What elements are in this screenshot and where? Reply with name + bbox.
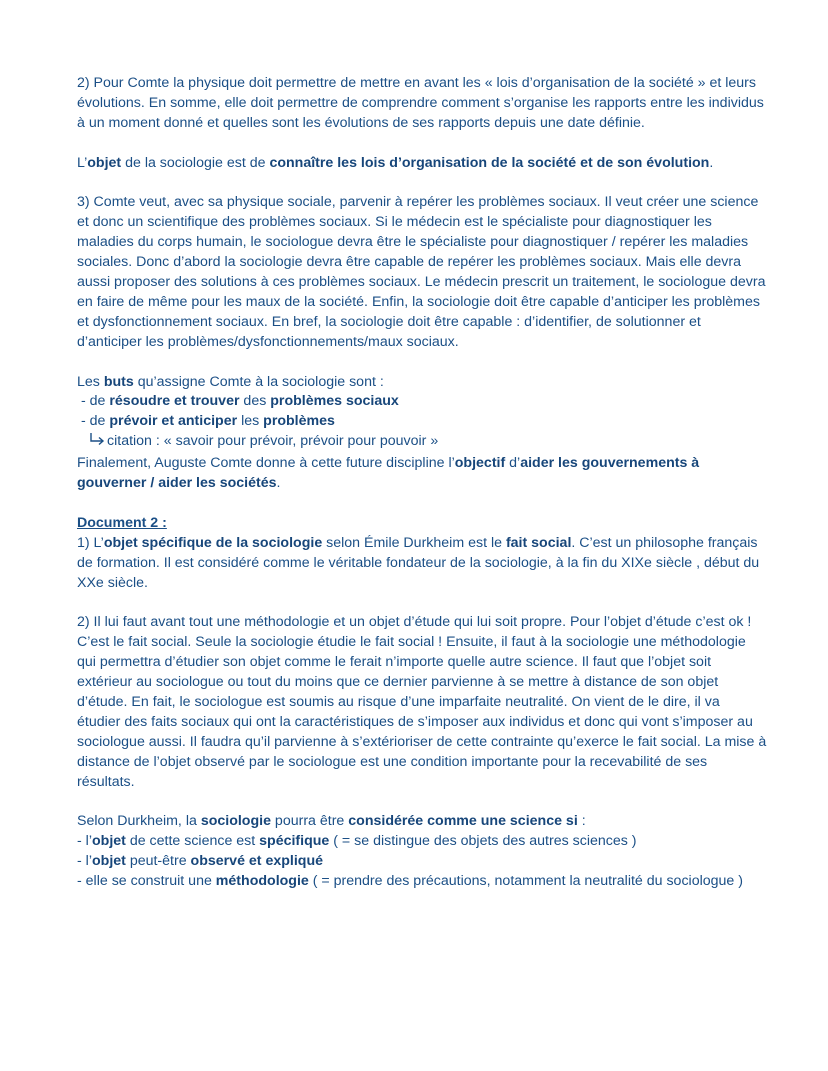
text-run: - de xyxy=(81,393,110,410)
text-run: qu’assigne Comte à la sociologie sont : xyxy=(133,373,384,390)
text-run: Finalement, Auguste Comte donne à cette future discipline l’ xyxy=(77,455,455,472)
arrow-return-icon xyxy=(89,432,107,454)
list-item-methodologie xyxy=(77,872,767,892)
list-item-objet-observe xyxy=(77,852,767,872)
document-2-heading: Document 2 : xyxy=(77,514,167,531)
bold-problemes-sociaux: problèmes sociaux xyxy=(270,393,399,410)
bold-fait-social: fait social xyxy=(505,534,572,551)
document-page xyxy=(77,74,767,912)
text-run: d’ xyxy=(505,455,521,472)
text-run: ( = prendre des précautions, notamment la neutralité du sociologue ) xyxy=(308,873,743,890)
section-document-2 xyxy=(77,514,767,594)
conditions-intro xyxy=(77,812,767,832)
text-run: - l’ xyxy=(77,853,92,870)
paragraph-objet-sociologie xyxy=(77,154,767,174)
objectif-comte xyxy=(77,454,767,494)
paragraph-conditions-science xyxy=(77,812,767,892)
text-run: L’ xyxy=(77,154,88,171)
text-run: selon Émile Durkheim est le xyxy=(322,534,506,551)
bold-lois-organisation: connaître les lois d’organisation de la société et de son évolution xyxy=(269,154,710,171)
bold-objet: objet xyxy=(91,853,126,870)
bold-objet-specifique: objet spécifique de la sociologie xyxy=(103,534,323,551)
text-run: 1) L’ xyxy=(77,534,104,551)
buts-intro xyxy=(77,373,767,393)
bold-problemes: problèmes xyxy=(263,413,335,430)
bold-prevoir-anticiper: prévoir et anticiper xyxy=(109,413,238,430)
text-run: les xyxy=(237,413,264,430)
text-run: . xyxy=(709,154,714,171)
paragraph-methodologie: 2) Il lui faut avant tout une méthodologie et un objet d’étude qui lui soit propre. Pour l’objet d’étude c’est ok ! C’est le fait social. Seule la sociologie étudie le fait social ! Ensuite, il faut à la sociologie une méthodologie qui permettra d’étudier son objet comme le ferait n’importe quelle autre science. Il faut que l’objet soit extérieur au sociologue ou tout du moins que ce dernier parvienne à se mettre à distance de son objet d’étude. En fait, le sociologue est soumis au risque d’une imparfaite neutralité. On vient de le dire, il va étudier des faits sociaux qui ont la caractéristiques de s’imposer aux individus et donc qui vont s’imposer au sociologue aussi. Il faudra qu’il parvienne à s’extérioriser de cette contrainte qu’exerce le fait social. La mise à distance de l’objet observé par le sociologue est une condition importante pour la recevabilité de ses résultats. xyxy=(77,614,767,790)
text-run: de cette science est xyxy=(125,833,260,850)
text-run: - elle se construit une xyxy=(77,873,216,890)
bold-specifique: spécifique xyxy=(259,833,330,850)
bold-aider-gouvernements: aider les gouvernements à gouverner / aider les sociétés xyxy=(77,455,700,492)
text-run: . C’est un philosophe français de formation. Il est considéré comme le véritable fondateur de la sociologie, à la fin du XIXe siècle , début du XXe siècle. xyxy=(77,534,760,591)
text-run: . xyxy=(276,475,281,492)
bold-sociologie: sociologie xyxy=(200,813,271,830)
text-run: Selon Durkheim, la xyxy=(77,813,201,830)
text-run: ( = se distingue des objets des autres sciences ) xyxy=(329,833,637,850)
list-item-resoudre xyxy=(77,392,767,412)
list-item-prevoir xyxy=(77,412,767,432)
list-item-objet-specifique xyxy=(77,832,767,852)
text-run: - l’ xyxy=(77,833,92,850)
text-run: des xyxy=(239,393,271,410)
bold-term-buts: buts xyxy=(103,373,134,390)
text-run: - de xyxy=(81,413,110,430)
bold-consideree-science: considérée comme une science si xyxy=(348,813,578,830)
bold-observe-explique: observé et expliqué xyxy=(190,853,324,870)
citation-text: citation : « savoir pour prévoir, prévoir pour pouvoir » xyxy=(107,433,439,450)
paragraph-comte-physique-sociale: 2) Pour Comte la physique doit permettre de mettre en avant les « lois d’organisation de la société » et leurs évolutions. En somme, elle doit permettre de comprendre comment s’organise les rapports entre les individus à un moment donné et quelles sont les évolutions de ses rapports depuis une date définie. xyxy=(77,75,764,131)
bold-methodologie: méthodologie xyxy=(215,873,309,890)
text-run: peut-être xyxy=(125,853,191,870)
text-run: Les xyxy=(77,373,104,390)
paragraph-buts-comte xyxy=(77,373,767,494)
citation-line xyxy=(77,432,767,454)
paragraph-problemes-sociaux: 3) Comte veut, avec sa physique sociale, parvenir à repérer les problèmes sociaux. Il veut créer une science et donc un scientifique des problèmes sociaux. Si le médecin est le spécialiste pour diagnostiquer les maladies du corps humain, le sociologue devra être le spécialiste pour diagnostiquer / repérer les maladies sociales. Donc d’abord la sociologie devra être capable de repérer les problèmes sociaux. Mais elle devra aussi proposer des solutions à ces problèmes sociaux. Le médecin prescrit un traitement, le sociologue devra en faire de même pour les maux de la société. Enfin, la sociologie doit être capable d’anticiper les problèmes et dysfonctionnement sociaux. En bref, la sociologie doit être capable : d’identifier, de solutionner et d’anticiper les problèmes/dysfonctionnements/maux sociaux. xyxy=(77,194,766,350)
bold-term-objet: objet xyxy=(87,154,122,171)
bold-objectif: objectif xyxy=(454,455,506,472)
durkheim-fait-social xyxy=(77,534,767,594)
text-run: pourra être xyxy=(270,813,349,830)
text-run: de la sociologie est de xyxy=(121,154,270,171)
bold-objet: objet xyxy=(91,833,126,850)
bold-resoudre-trouver: résoudre et trouver xyxy=(109,393,240,410)
text-run: : xyxy=(577,813,586,830)
